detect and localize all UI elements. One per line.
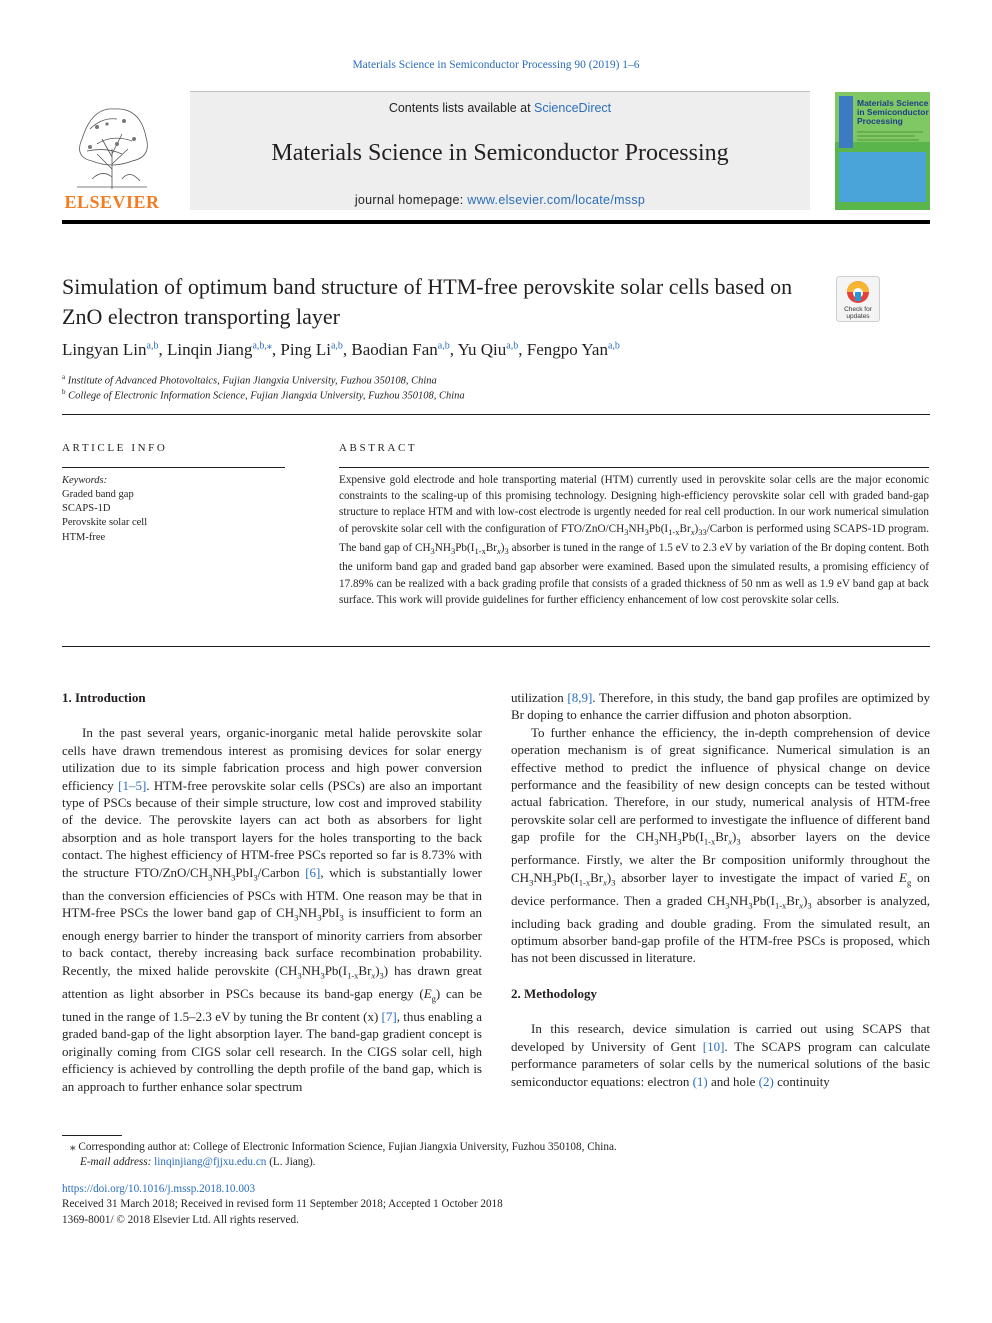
chemical-formula: $CH_3NH_3PbI_3$ [190, 864, 258, 883]
abstract-divider [62, 646, 930, 647]
author-name[interactable]: Linqin Jiang [166, 340, 253, 359]
chemical-formula: $CH_3NH_3Pb(I_{1-x}Br_x)_3$ [414, 542, 509, 557]
abstract-rule [339, 467, 929, 468]
email-note: E-mail address: linqinjiang@fjjxu.edu.cn (L. Jiang). [80, 1156, 316, 1168]
intro-paragraph-1: In the past several years, organic-inorganic metal halide perovskite solar cells have drawn tremendous interest as promising devices for solar energy utilization due to its simple fabrication process and high power conversion efficiency [1–5]. HTM-free perovskite solar cells (PSCs) are also an important type of PSCs because of their simple structure, low cost and improved stability of the device. The perovskite layers can act both as absorbers for light absorption and as hole transport layers for the holes transporting to the back contact. The highest efficiency of HTM-free PSCs reported so far is 8.73% with the structure FTO/$ZnO/CH_3NH_3PbI_3$/Carbon [6], which is substantially lower than the conversion efficiencies of PSCs with HTM. One reason may be that in HTM-free PSCs the lower band gap of $CH_3NH_3PbI_3$ is insufficient to form an enough energy barrier to hinder the transport of minority carriers from absorber to back contact, thereby increasing back surface recombination probability. Recently, the mixed halide perovskite $(CH_3NH_3Pb(I_{1-x}Br_x)_3)$ has drawn great attention as light absorber in PSCs because its band-gap energy $(E_g)$ can be tuned in the range of 1.5–2.3 eV by tuning the Br content (x) [7], thus enabling a graded band-gap of the light absorption layer. The band-gap gradient concept is originally coming from CIGS solar cell research. In the CIGS solar cell, high efficiency is achieved by controlling the depth profile of the band gap, which is an approach to further enhance solar spectrum [62, 725, 483, 1094]
author-affiliation-mark[interactable]: a,b [146, 340, 159, 352]
svg-text:updates: updates [846, 313, 870, 320]
author-affiliation-mark[interactable]: a,b [437, 340, 450, 352]
author-email-link[interactable]: linqinjiang@fjjxu.edu.cn [154, 1156, 267, 1168]
article-info-rule [62, 467, 285, 468]
author-separator: , [271, 340, 281, 359]
author-list [62, 340, 620, 360]
keyword: HTM-free [62, 532, 106, 543]
author-separator: , [342, 340, 352, 359]
affiliation-divider [62, 414, 930, 415]
keywords-label: Keywords: [62, 475, 108, 486]
journal-citation-link[interactable]: Materials Science in Semiconductor Processing 90 (2019) 1–6 [352, 59, 640, 71]
journal-cover-thumbnail[interactable] [835, 92, 930, 210]
affiliation-a: $^a$ Institute of Advanced Photovoltaics, Fujian Jiangxia University, Fuzhou 350108, China [62, 373, 437, 387]
contents-line [190, 101, 810, 115]
journal-name: Materials Science in Semiconductor Processing [271, 140, 729, 166]
author-affiliation-mark[interactable]: a,b [607, 340, 620, 352]
chemical-formula: $CH_3NH_3Pb(I_{1-x}Br_x)_3$ [608, 522, 703, 537]
author-affiliation-mark[interactable]: a,b [330, 340, 343, 352]
section-heading-introduction: 1. Introduction [62, 690, 146, 705]
header-divider [62, 220, 930, 224]
svg-text:Processing: Processing [857, 116, 903, 126]
intro-paragraph-2: To further enhance the efficiency, the in-depth comprehension of device operation mechanism is of great significance. Numerical simulation is an effective method to predict the influence of physical change on device performance and the feasibility of new design concepts can be tested without actual fabrication. Therefore, in our study, numerical analysis of HTM-free perovskite solar cell are performed to investigate the influence of different band gap profile for the $CH_3NH_3Pb(I_{1-x}Br_x)_3$ absorber layers on the device performance. Firstly, we alter the Br composition uniformly throughout the $CH_3NH_3Pb(I_{1-x}Br_x)_3$ absorber layer to investigate the impact of varied $E_g$ on device performance. Then a graded $CH_3NH_3Pb(I_{1-x}Br_x)_3$ absorber is analyzed, including back grading and double grading. From the simulated result, an optimum absorber band-gap profile of the HTM-free PSCs is proposed, which has not been discussed in literature. [511, 724, 931, 966]
footnote-rule [62, 1135, 122, 1136]
reference-link[interactable]: [10] [702, 1038, 725, 1054]
equation-link[interactable]: (2) [758, 1073, 774, 1089]
methodology-paragraph-1: In this research, device simulation is carried out using SCAPS that developed by University of Gent [10]. The SCAPS program can calculate performance parameters of solar cells by the numerical solutions of the basic semiconductor equations: electron (1) and hole (2) continuity [511, 1021, 930, 1089]
author-name[interactable]: Ping Li [280, 340, 331, 359]
keyword: Perovskite solar cell [62, 517, 148, 528]
chemical-formula: $CH_3NH_3Pb(I_{1-x}Br_x)_3$ [636, 829, 741, 847]
doi-link[interactable]: https://doi.org/10.1016/j.mssp.2018.10.003 [62, 1183, 256, 1195]
author-name[interactable]: Yu Qiu [457, 340, 507, 359]
reference-link[interactable]: [8,9] [567, 690, 593, 705]
reference-link[interactable]: [7] [381, 1008, 397, 1024]
reference-link[interactable]: [6] [305, 864, 321, 880]
chemical-formula: $CH_3NH_3PbI_3$ [276, 905, 344, 923]
check-for-updates-badge[interactable] [836, 276, 880, 322]
svg-text:Check for: Check for [844, 306, 872, 313]
equation-link[interactable]: (1) [692, 1073, 708, 1089]
chemical-formula: $CH_3NH_3Pb(I_{1-x}Br_x)_3$ [511, 869, 616, 888]
intro-paragraph-1-continued: utilization [8,9]. Therefore, in this study, the band gap profiles are optimized by Br doping to enhance the carrier diffusion and photon absorption. [511, 690, 930, 723]
formula-subscript: 3 [702, 526, 707, 537]
author-separator: , [518, 340, 527, 359]
author-name[interactable]: Fengpo Yan [526, 340, 608, 359]
keyword: SCAPS-1D [62, 503, 111, 514]
corresponding-author-note: ⁎ Corresponding author at: College of Electronic Information Science, Fujian Jiangxia University, Fuzhou 350108, China. [70, 1141, 617, 1153]
author-name[interactable]: Baodian Fan [351, 340, 438, 359]
affiliation-b: $^b$ College of Electronic Information Science, Fujian Jiangxia University, Fuzhou 350108, China [62, 388, 465, 402]
chemical-formula: $CH_3NH_3Pb(I_{1-x}Br_x)_3$ [707, 892, 812, 911]
left-column [62, 689, 482, 1095]
article-info-heading: ARTICLE INFO [62, 442, 168, 454]
svg-text:in Semiconductor: in Semiconductor [857, 107, 929, 117]
homepage-prefix: journal homepage: [354, 193, 468, 207]
crossmark-icon [836, 276, 880, 322]
homepage-link[interactable]: www.elsevier.com/locate/mssp [467, 193, 646, 207]
abstract-heading: ABSTRACT [339, 442, 418, 454]
abstract-text: Expensive gold electrode and hole transporting material (HTM) currently used in perovskite solar cells are the major economic constraints to the scaling-up of this promising technology. Designing high-efficiency perovskite solar cell with graded band-gap structure to replace HTM and with low-cost electrode is urgently needed for real cell production. In our work numerical simulation of perovskite solar cell with the configuration of FTO/$ZnO/CH_3NH_3Pb(I_{1-x}Br_x)_{33}$/Carbon is performed using SCAPS-1D program. The band gap of $CH_3NH_3Pb(I_{1-x}Br_x)_3$ absorber is tuned in the range of 1.5 eV to 2.3 eV by variation of the Br doping content. Both the uniform band gap and graded band gap absorber were examined. Based upon the simulated results, a promising efficiency of 17.89% can be realized with a back grading profile that consists of a graded thickness of 50 nm as well as 1.9 eV band gap at back surface. This work will provide guidelines for further efficiency enhancement of low cost perovskite solar cells. [339, 474, 929, 606]
elsevier-wordmark: ELSEVIER [64, 192, 160, 212]
author-separator: , [449, 340, 458, 359]
chemical-formula: $CH_3NH_3Pb(I_{1-x}Br_x)_3$ [279, 962, 384, 981]
contents-prefix: Contents lists available at [388, 101, 535, 115]
reference-link[interactable]: [1–5] [118, 777, 147, 793]
svg-text:Materials Science: Materials Science [857, 98, 929, 108]
received-dates: Received 31 March 2018; Received in revised form 11 September 2018; Accepted 1 October 2018 [62, 1198, 503, 1210]
journal-homepage [190, 193, 810, 207]
copyright-line: 1369-8001/ © 2018 Elsevier Ltd. All rights reserved. [62, 1214, 299, 1226]
right-column [511, 689, 930, 1090]
author-affiliation-mark[interactable]: a,b,⁎ [252, 340, 272, 352]
author-separator: , [158, 340, 167, 359]
author-name[interactable]: Lingyan Lin [62, 340, 147, 359]
article-title: Simulation of optimum band structure of HTM-free perovskite solar cells based on ZnO electron transporting layer [62, 274, 793, 329]
author-affiliation-mark[interactable]: a,b [506, 340, 519, 352]
section-heading-methodology: 2. Methodology [511, 985, 597, 1001]
keyword: Graded band gap [62, 489, 134, 500]
sciencedirect-link[interactable]: ScienceDirect [534, 101, 612, 115]
